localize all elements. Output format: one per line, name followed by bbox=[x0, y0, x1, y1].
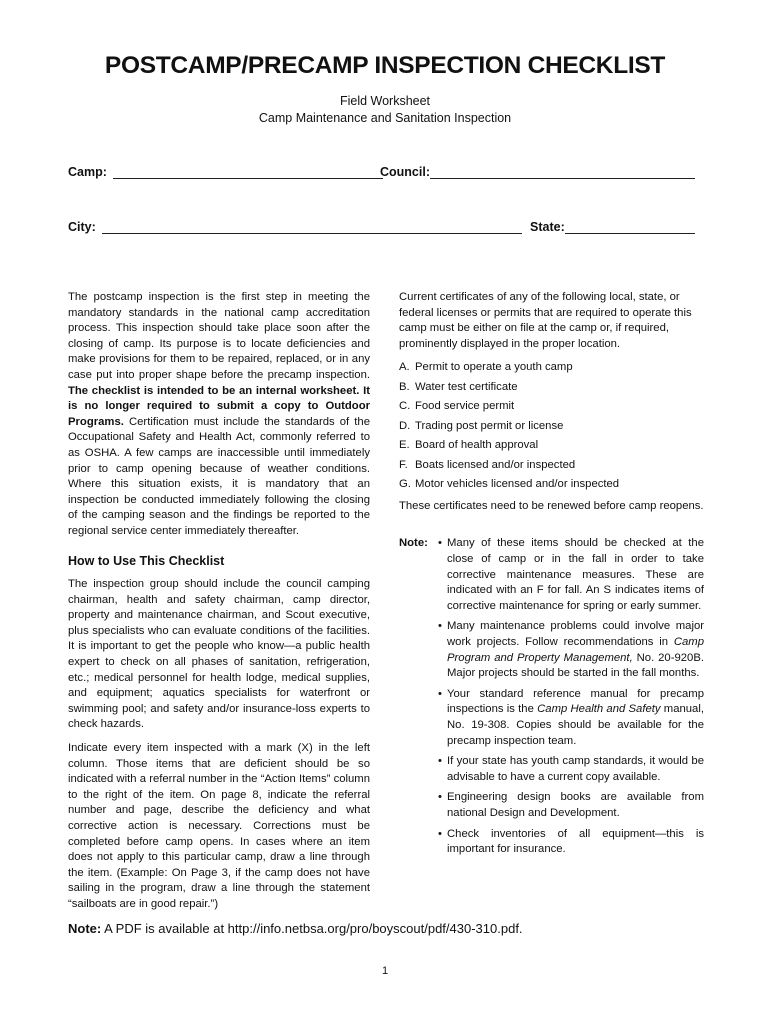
item-letter: F. bbox=[399, 458, 408, 471]
page-title: POSTCAMP/PRECAMP INSPECTION CHECKLIST bbox=[104, 52, 666, 79]
list-item bbox=[399, 380, 704, 396]
left-column bbox=[68, 290, 370, 921]
item-letter: G. bbox=[399, 478, 411, 491]
item-letter: B. bbox=[399, 380, 410, 393]
bullet-text-part: Many maintenance problems could involve major work projects. Follow recommendations in bbox=[447, 620, 704, 649]
manual-title: Camp Program and Property Management, bbox=[447, 636, 704, 664]
note-bullet bbox=[433, 536, 704, 614]
bullet-icon: • bbox=[438, 791, 442, 804]
indicate-paragraph: Indicate every item inspected with a mark (X) in the left column. Those items that are deficient should be so indicated with a referral number in the “Action Items” column to the right of the item. On page 8, indicate the referral number and page, describe the deficiency and what corrective action is necessary. Corrections must be completed before camp opens. In cases where an item does not apply to this particular camp, draw a line through the item. (Example: On Page 3, if the camp does not have sailing in the program, draw a line through the statement “sailboats are in good repair.”) bbox=[68, 742, 370, 910]
item-text: Water test certificate bbox=[415, 380, 518, 393]
bullet-icon: • bbox=[438, 755, 442, 768]
page-number: 1 bbox=[381, 965, 389, 977]
bullet-text bbox=[447, 619, 704, 681]
pdf-link-text[interactable]: A PDF is available at http://info.netbsa.org/pro/boyscout/pdf/430-310.pdf. bbox=[101, 921, 523, 936]
certificates-list bbox=[399, 360, 704, 493]
council-input-line[interactable] bbox=[430, 167, 695, 179]
note-bullet bbox=[433, 790, 704, 821]
bullet-icon: • bbox=[438, 620, 442, 633]
pdf-note-label: Note: bbox=[68, 921, 102, 936]
camp-label: Camp: bbox=[68, 165, 107, 179]
list-item bbox=[399, 360, 704, 376]
camp-field[interactable] bbox=[68, 165, 383, 179]
pdf-note bbox=[68, 921, 523, 936]
item-letter: C. bbox=[399, 400, 411, 413]
item-text: Motor vehicles licensed and/or inspected bbox=[415, 478, 620, 491]
subtitle-2: Camp Maintenance and Sanitation Inspection bbox=[258, 111, 512, 125]
bullet-text: Engineering design books are available from national Design and Development. bbox=[447, 791, 704, 819]
item-letter: E. bbox=[399, 439, 410, 452]
item-text: Food service permit bbox=[415, 400, 515, 413]
item-letter: A. bbox=[399, 361, 410, 374]
note-bullet bbox=[433, 827, 704, 858]
council-label: Council: bbox=[380, 165, 430, 179]
right-column bbox=[399, 290, 704, 863]
group-paragraph: The inspection group should include the council camping chairman, health and safety chairman, camp director, property and maintenance chairman, and Scout executive, plus specialists who can evaluate conditions of the facilities. It is important to get the people who know—a public health expert to check on all phases of sanitation, refrigeration, etc.; medical personnel for health lodge, medical supplies, and equipment; aquatics specialists for waterfront or swimming pool; and safety and/or insurance-loss experts to check hazards. bbox=[68, 578, 370, 731]
camp-input-line[interactable] bbox=[113, 167, 383, 179]
section-heading: How to Use This Checklist bbox=[68, 553, 225, 568]
item-text: Permit to operate a youth camp bbox=[415, 361, 573, 374]
note-bullet bbox=[433, 754, 704, 785]
item-letter: D. bbox=[399, 419, 411, 432]
bullet-icon: • bbox=[438, 537, 442, 550]
list-item bbox=[399, 399, 704, 415]
item-text: Board of health approval bbox=[415, 439, 539, 452]
bullet-text: Many of these items should be checked at the close of camp or in the fall in order to take corrective maintenance measures. These are indicated with an F for fall. An S indicates items of corrective maintenance for spring or early summer. bbox=[447, 537, 704, 612]
note-bullet bbox=[433, 619, 704, 681]
bullet-icon: • bbox=[438, 687, 442, 700]
item-text: Trading post permit or license bbox=[415, 419, 564, 432]
state-field[interactable] bbox=[530, 220, 695, 234]
subtitle: Field Worksheet bbox=[339, 94, 431, 108]
state-input-line[interactable] bbox=[565, 222, 695, 234]
intro-paragraph bbox=[68, 290, 370, 540]
state-label: State: bbox=[530, 220, 565, 234]
city-field[interactable] bbox=[68, 220, 522, 234]
item-text: Boats licensed and/or inspected bbox=[415, 458, 576, 471]
manual-title: Camp Health and Safety bbox=[537, 703, 661, 716]
list-item bbox=[399, 477, 704, 493]
intro-text-cont: Certification must include the standards of the Occupational Safety and Health Act, commonly referred to as OSHA. A few camps are inaccessible until immediately prior to camp opening because of weather conditions. Where this situation exists, it is mandatory that an inspection be conducted immediately following the closing of the camping season and the findings be reported to the regional service center immediately thereafter. bbox=[68, 415, 370, 537]
city-label: City: bbox=[68, 220, 96, 234]
council-field[interactable] bbox=[380, 165, 695, 179]
bullet-text: If your state has youth camp standards, it would be advisable to have a current copy available. bbox=[447, 755, 704, 783]
bullet-text-part: Your standard reference manual for precamp inspections is the bbox=[447, 687, 704, 716]
bullet-text-part: manual, No. 19-308. Copies should be available for the precamp inspection team. bbox=[447, 703, 704, 747]
note-block bbox=[399, 536, 704, 862]
city-input-line[interactable] bbox=[102, 222, 522, 234]
list-item bbox=[399, 419, 704, 435]
intro-bold-text: The checklist is intended to be an internal worksheet. It is no longer required to submit a copy to Outdoor Programs. bbox=[68, 384, 370, 428]
certificates-intro: Current certificates of any of the following local, state, or federal licenses or permits that are required to operate this camp must be either on file at the camp or, if required, prominently displayed in the proper location. bbox=[399, 291, 692, 350]
bullet-text-part: No. 20-920B. Major projects should be started in the fall months. bbox=[447, 651, 704, 680]
list-item bbox=[399, 458, 704, 474]
bullet-icon: • bbox=[438, 827, 442, 840]
renew-text: These certificates need to be renewed before camp reopens. bbox=[399, 499, 704, 512]
bullet-text bbox=[447, 687, 704, 749]
list-item bbox=[399, 438, 704, 454]
note-bullet bbox=[433, 687, 704, 749]
bullet-text: Check inventories of all equipment—this is important for insurance. bbox=[447, 827, 704, 856]
note-label: Note: bbox=[399, 537, 428, 550]
intro-text: The postcamp inspection is the first step in meeting the mandatory standards in the national camp accreditation process. This inspection should take place soon after the closing of camp. Its purpose is to locate deficiencies and make provisions for them to be repaired, replaced, or in any case put into proper shape before the precamp inspection. bbox=[68, 291, 370, 381]
